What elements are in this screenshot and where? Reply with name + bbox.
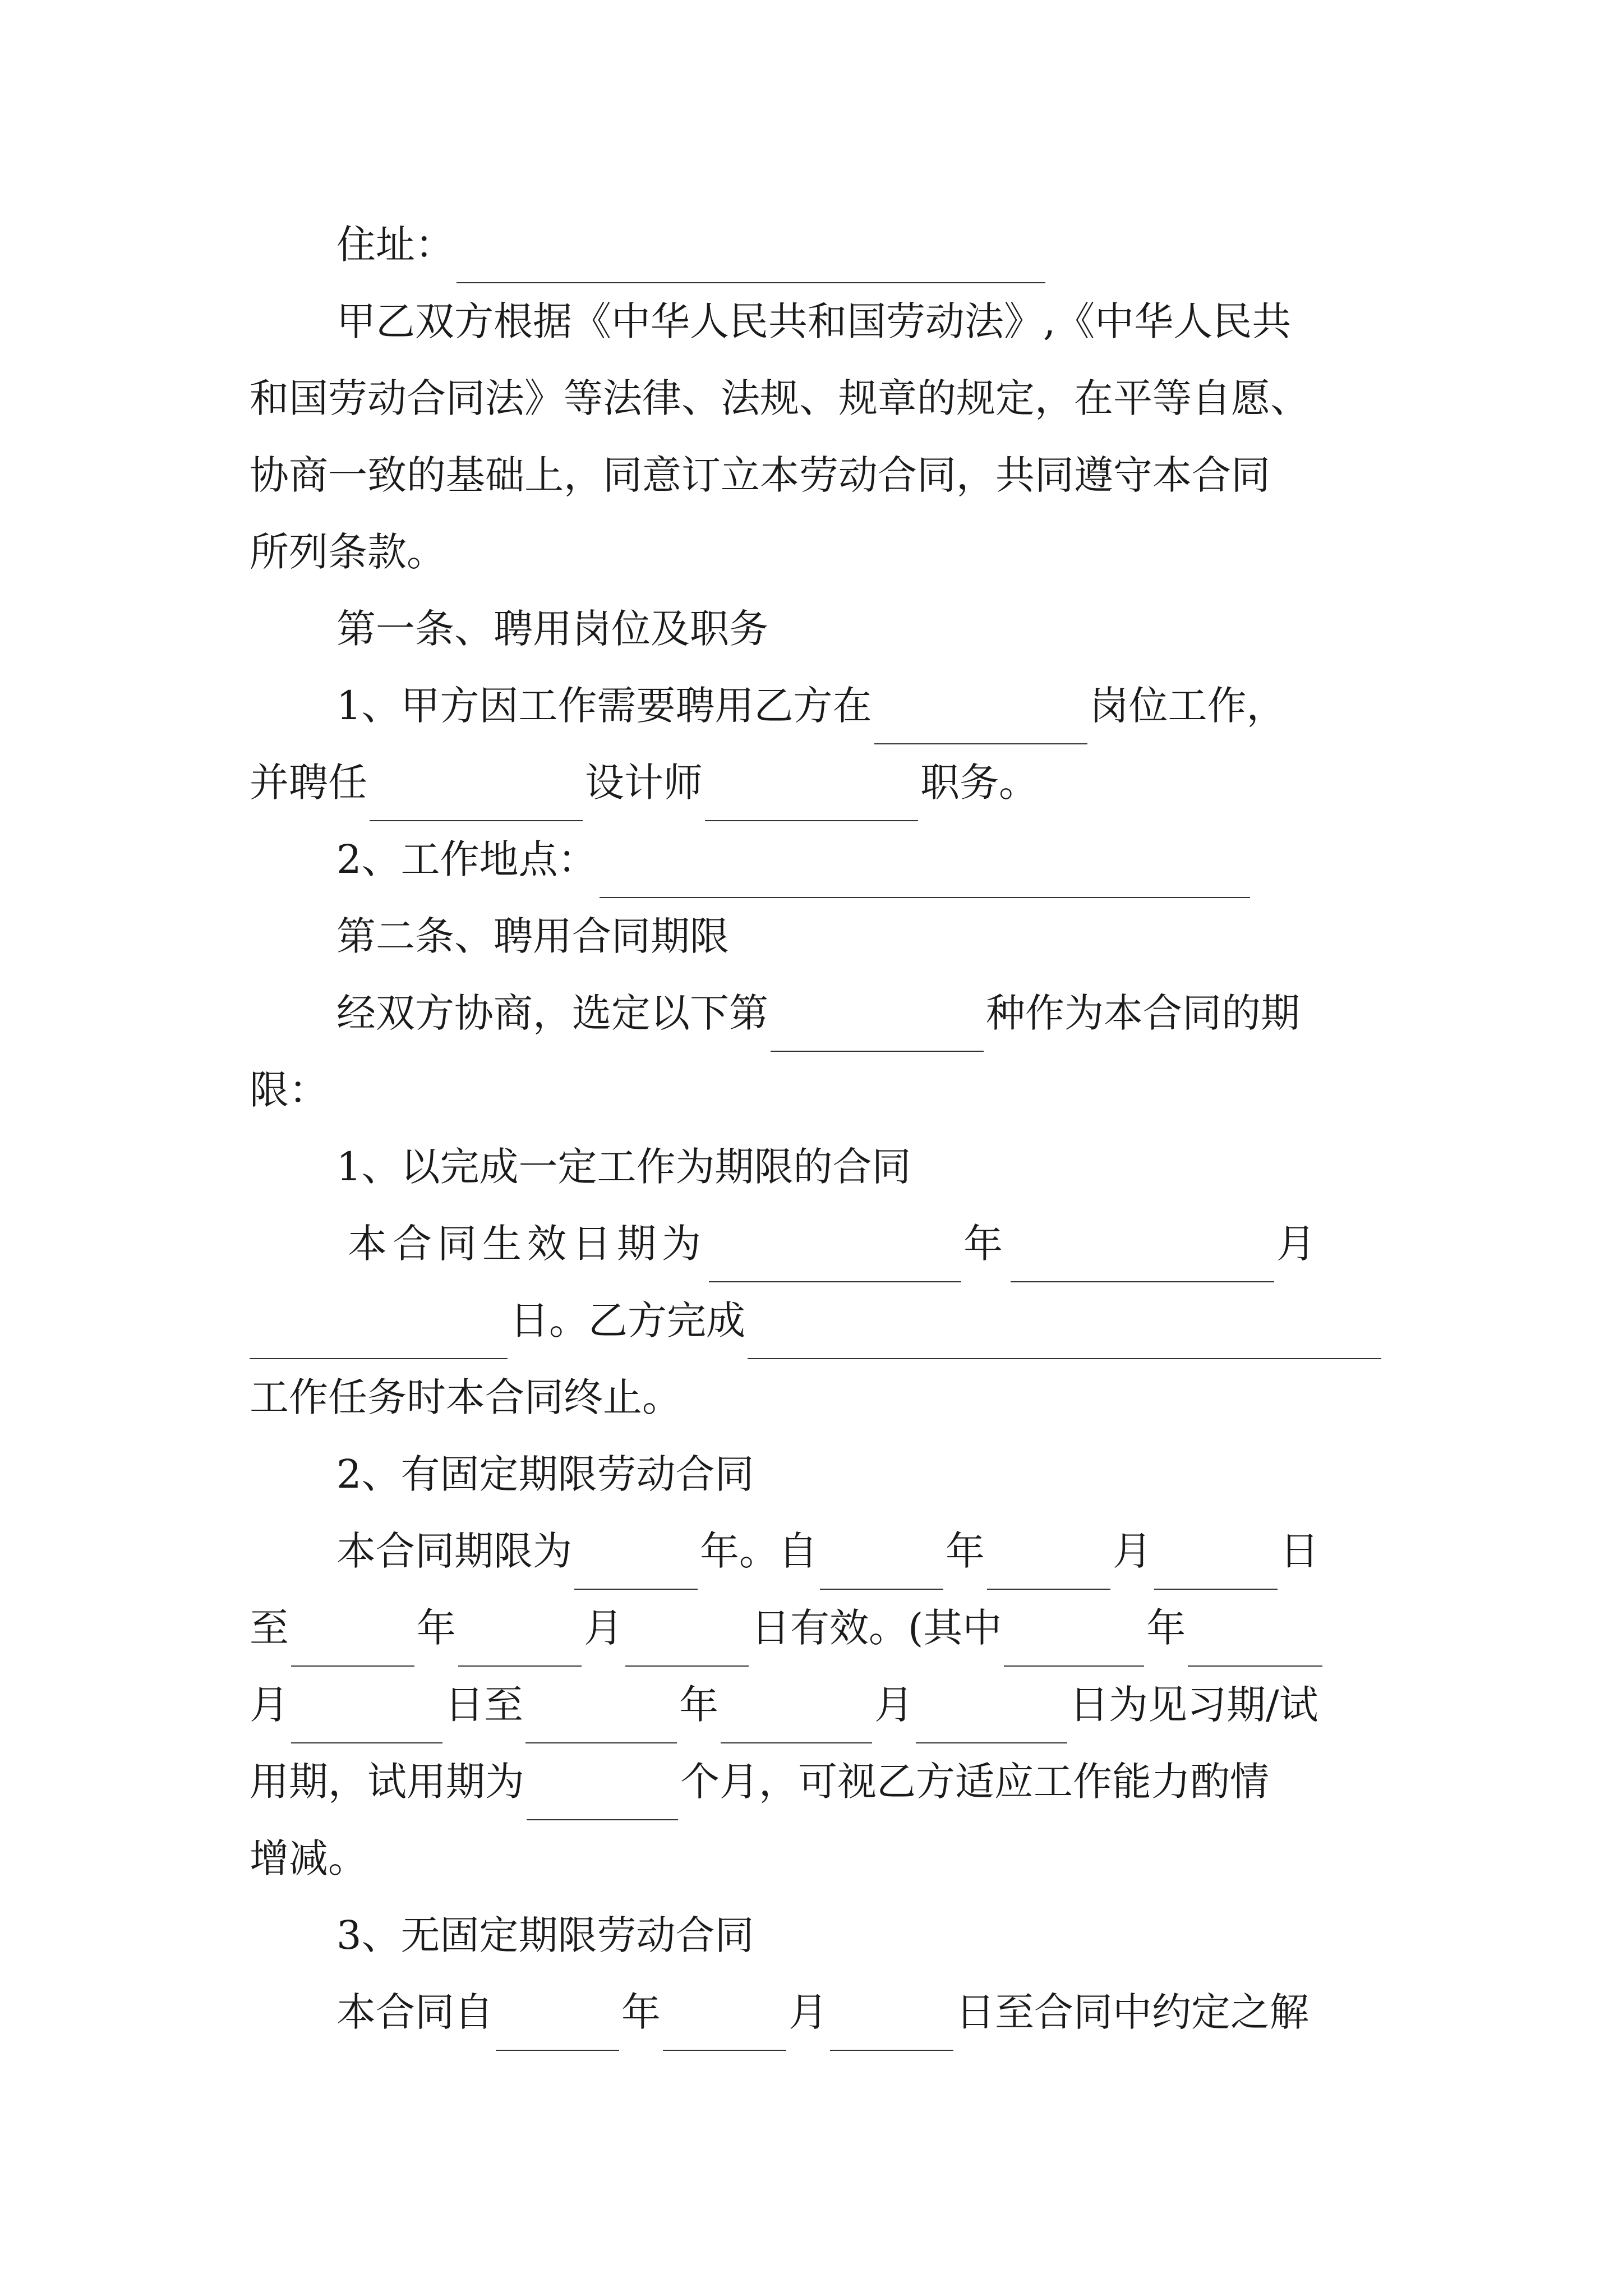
text: 年 [946,1528,985,1574]
text: 设计师 [585,760,703,806]
blank [1188,1615,1322,1667]
blank [721,1692,872,1743]
text: 日至 [445,1682,523,1728]
text: 至 [250,1605,289,1651]
text: 岗位工作， [1089,683,1286,729]
blank [1004,1615,1144,1667]
year-blank [709,1231,961,1282]
text: 年 [679,1682,718,1728]
blank [916,1692,1067,1743]
article-2-intro-cont: 限： [250,1067,328,1113]
option-1-day-line [250,1282,1371,1359]
text: 年 [963,1221,1008,1267]
text: 本合同生效日期为 [348,1221,707,1267]
blank [663,1999,786,2051]
article-1-title: 第一条、聘用岗位及职务 [336,606,768,652]
option-1-end: 工作任务时本合同终止。 [250,1374,681,1420]
text: 种作为本合同的期 [986,990,1300,1036]
workplace-blank [600,846,1250,898]
month-blank [1011,1231,1274,1282]
option-2-line-5: 增减。 [250,1835,367,1881]
blank [291,1615,414,1667]
option-3-line-1 [336,1974,1458,2051]
option-2-title: 2、有固定期限劳动合同 [336,1451,754,1497]
option-1-date-line [348,1205,1469,1282]
blank [496,1999,619,2051]
article-1-item-1-cont [250,744,1371,821]
task-blank [748,1308,1381,1359]
text: 日为见习期/试 [1069,1682,1318,1728]
blank [987,1538,1110,1590]
title-blank [370,770,583,821]
blank [830,1999,953,2051]
text: 经双方协商，选定以下第 [336,990,768,1036]
blank [574,1538,698,1590]
paragraph-line: 和国劳动合同法》等法律、法规、规章的规定，在平等自愿、 [250,375,1310,421]
blank [525,1692,677,1743]
text: 年 [417,1605,456,1651]
paragraph-line: 协商一致的基础上，同意订立本劳动合同，共同遵守本合同 [250,452,1270,498]
text: 年 [1146,1605,1186,1651]
option-2-line-2 [250,1590,1371,1667]
text: 日。乙方完成 [510,1297,745,1343]
blank [820,1538,943,1590]
article-2-title: 第二条、聘用合同期限 [336,913,729,959]
blank [527,1769,678,1820]
option-2-line-4 [250,1743,1371,1820]
text: 本合同自 [336,1989,494,2035]
option-2-line-3 [250,1667,1371,1743]
duty-blank [705,770,918,821]
article-1-item-2 [336,821,1458,898]
blank [1154,1538,1278,1590]
address-label: 住址： [336,222,454,268]
text: 月 [250,1682,289,1728]
article-1-item-1 [336,668,1458,744]
text: 日 [1280,1528,1319,1574]
text: 年 [621,1989,661,2035]
text: 1、甲方因工作需要聘用乙方在 [336,683,872,729]
text: 并聘任 [250,760,367,806]
text: 用期，试用期为 [250,1759,524,1805]
text: 日有效。(其中 [751,1605,1002,1651]
text: 年。自 [700,1528,818,1574]
option-3-title: 3、无固定期限劳动合同 [336,1912,754,1958]
article-2-intro [336,975,1458,1052]
blank [291,1692,442,1743]
text: 月 [789,1989,828,2035]
option-1-title: 1、以完成一定工作为期限的合同 [336,1144,911,1190]
position-blank [874,693,1087,744]
text: 月 [1276,1221,1321,1267]
text: 职务。 [920,760,1038,806]
text: 日至合同中约定之解 [956,1989,1309,2035]
text: 月 [1113,1528,1152,1574]
text: 月 [874,1682,914,1728]
day-blank [250,1308,508,1359]
blank [625,1615,749,1667]
text: 本合同期限为 [336,1528,572,1574]
text: 月 [584,1605,623,1651]
blank [458,1615,582,1667]
address-line [336,206,1458,283]
text: 2、工作地点： [336,836,597,882]
text: 个月，可视乙方适应工作能力酌情 [680,1759,1269,1805]
paragraph-line: 所列条款。 [250,529,446,575]
address-blank [457,232,1045,283]
paragraph-line: 甲乙双方根据《中华人民共和国劳动法》,《中华人民共 [336,298,1292,344]
option-blank [771,1000,984,1052]
option-2-line-1 [336,1513,1458,1590]
